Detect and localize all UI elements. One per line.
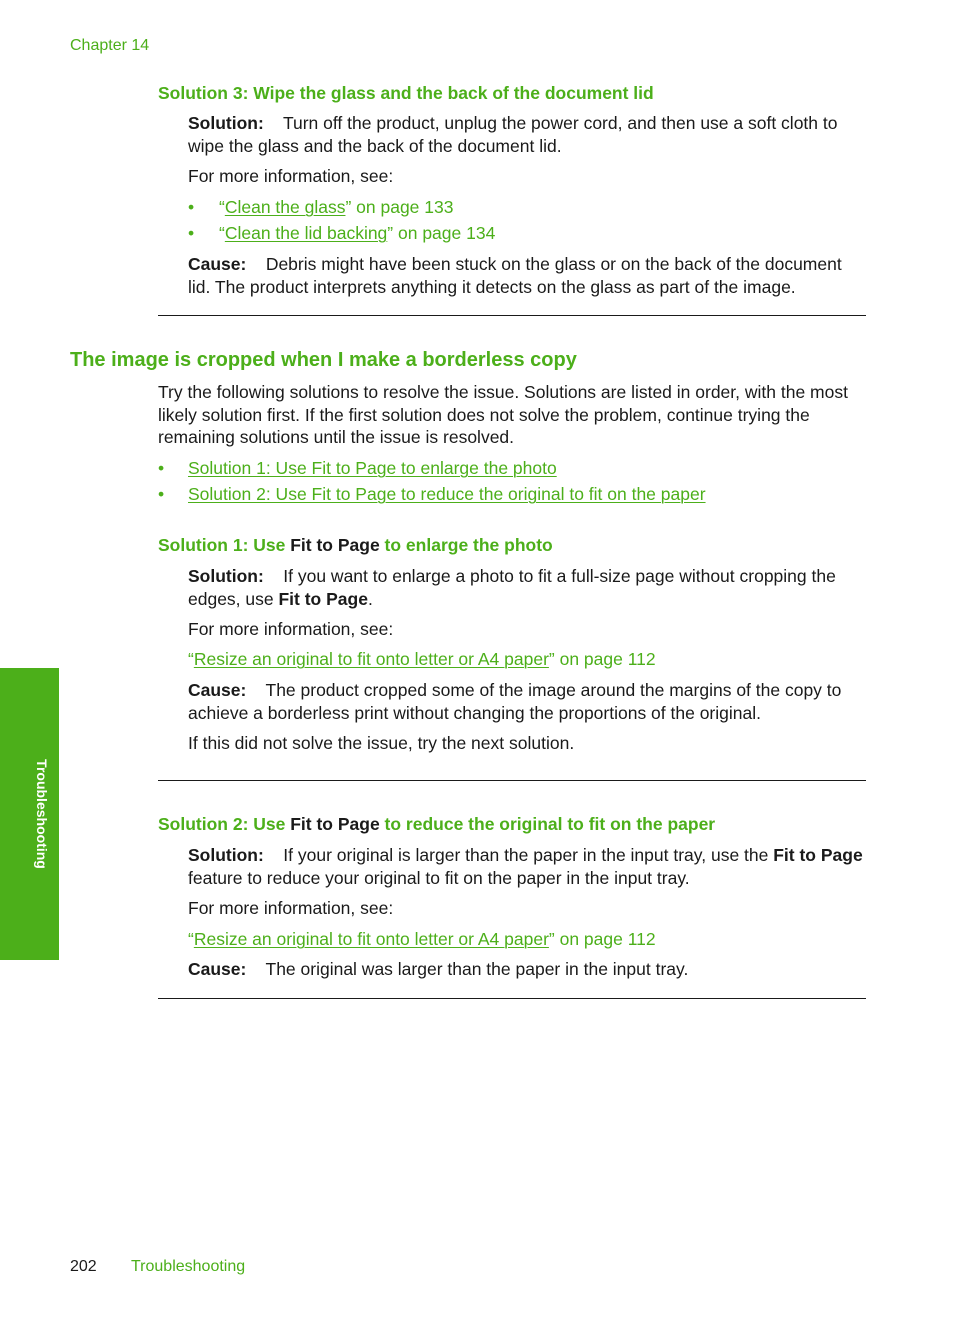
divider: [158, 780, 866, 781]
cause-label: Cause:: [188, 959, 247, 979]
link-solution-1[interactable]: [188, 458, 557, 479]
next-solution-note: If this did not solve the issue, try the next solution.: [188, 733, 575, 753]
link-resize-original[interactable]: [188, 649, 656, 670]
link-solution-1-text[interactable]: Solution 1: Use Fit to Page to enlarge the photo: [188, 458, 557, 478]
solution-3-solution: [188, 112, 868, 157]
quote-open: “: [219, 223, 225, 243]
heading-suffix: to reduce the original to fit on the paper: [379, 814, 716, 834]
section-intro: Try the following solutions to resolve the issue. Solutions are listed in order, with the most likely solution first. If the first solution does not solve the problem, continue trying the remaining solutions until the issue is resolved.: [158, 382, 848, 447]
solution-2-cause: [188, 958, 868, 981]
divider: [158, 998, 866, 999]
solution-2-heading: [158, 814, 715, 835]
solution-label: Solution:: [188, 566, 264, 586]
side-tab-label: Troubleshooting: [34, 759, 50, 869]
link-clean-glass-text[interactable]: Clean the glass: [224, 197, 346, 217]
link-suffix: ” on page 133: [345, 197, 454, 217]
link-resize-original-text[interactable]: Resize an original to fit onto letter or A4 paper: [193, 649, 549, 669]
divider: [158, 315, 866, 316]
link-suffix: ” on page 112: [548, 929, 656, 949]
solution-text: Turn off the product, unplug the power cord, and then use a soft cloth to wipe the glass and the back of the document lid.: [188, 113, 838, 156]
quote-open: “: [219, 197, 225, 217]
solution-1-heading: [158, 535, 553, 556]
cause-label: Cause:: [188, 254, 247, 274]
solution-1-solution: [188, 565, 868, 610]
solution-bold: Fit to Page: [278, 588, 368, 609]
solution-label: Solution:: [188, 845, 264, 865]
bullet: •: [158, 484, 165, 504]
heading-prefix: Solution 2: Use: [158, 814, 291, 834]
heading-suffix: to enlarge the photo: [379, 535, 553, 555]
more-info-label: For more information, see:: [188, 619, 394, 639]
bullet: •: [158, 458, 165, 478]
link-resize-original[interactable]: [188, 929, 656, 950]
bullet: •: [188, 223, 195, 243]
page-number: 202: [70, 1258, 97, 1275]
solution-text: If you want to enlarge a photo to fit a full-size page without cropping the edges, use: [188, 566, 836, 609]
solution-1-cause: [188, 679, 868, 724]
solution-text-end: feature to reduce your original to fit on the paper in the input tray.: [188, 867, 690, 888]
solution-label: Solution:: [188, 113, 264, 133]
link-suffix: ” on page 112: [548, 649, 656, 669]
link-resize-original-text[interactable]: Resize an original to fit onto letter or A4 paper: [193, 929, 549, 949]
quote-open: “: [188, 649, 194, 669]
link-solution-2[interactable]: [188, 484, 706, 505]
solution-3-heading: Solution 3: Wipe the glass and the back of the document lid: [158, 83, 654, 103]
solution-text: If your original is larger than the paper in the input tray, use the: [283, 845, 774, 865]
heading-bold: Fit to Page: [290, 814, 380, 834]
more-info-label: For more information, see:: [188, 166, 394, 186]
heading-prefix: Solution 1: Use: [158, 535, 291, 555]
cause-text: Debris might have been stuck on the glass or on the back of the document lid. The product interprets anything it detects on the glass as part of the image.: [188, 254, 842, 297]
solution-2-solution: [188, 844, 868, 889]
chapter-header: Chapter 14: [70, 37, 150, 54]
bullet: •: [188, 197, 195, 217]
solution-bold: Fit to Page: [773, 845, 863, 865]
link-clean-glass[interactable]: [219, 197, 453, 218]
footer-section: Troubleshooting: [131, 1258, 246, 1275]
section-heading: The image is cropped when I make a borderless copy: [70, 349, 577, 371]
link-clean-lid-backing[interactable]: [219, 223, 495, 244]
more-info-label: For more information, see:: [188, 898, 394, 918]
side-tab: [0, 668, 59, 960]
quote-open: “: [188, 929, 194, 949]
heading-bold: Fit to Page: [290, 535, 380, 555]
link-suffix: ” on page 134: [387, 223, 496, 243]
link-solution-2-text[interactable]: Solution 2: Use Fit to Page to reduce the original to fit on the paper: [188, 484, 706, 504]
cause-text: The product cropped some of the image around the margins of the copy to achieve a borderless print without changing the proportions of the original.: [188, 680, 842, 723]
solution-3-cause: [188, 253, 868, 298]
link-clean-lid-backing-text[interactable]: Clean the lid backing: [224, 223, 388, 243]
cause-text: The original was larger than the paper in the input tray.: [265, 959, 689, 979]
cause-label: Cause:: [188, 680, 247, 700]
solution-text-end: .: [367, 588, 373, 609]
